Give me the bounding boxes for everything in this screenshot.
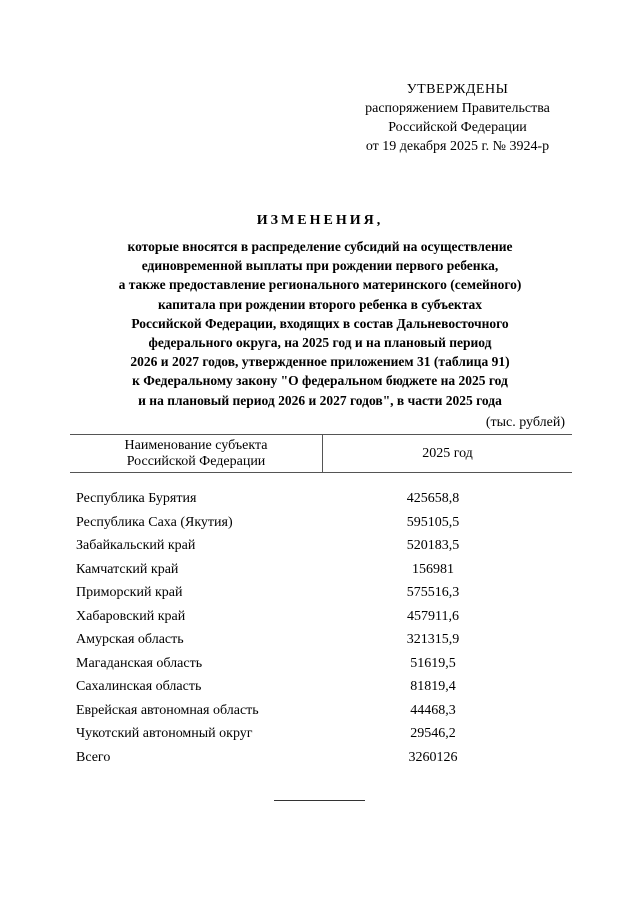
table-header: [70, 434, 572, 473]
row-subject: Магаданская область: [76, 655, 203, 671]
table-row-total: [76, 748, 576, 772]
subtitle-line: Российской Федерации, входящих в состав Дальневосточного: [131, 315, 509, 331]
row-value: 595105,5: [406, 514, 460, 530]
row-value: 425658,8: [406, 491, 460, 506]
approval-heading: УТВЕРЖДЕНЫ: [406, 82, 509, 97]
table-row: [76, 654, 576, 678]
row-subject: Амурская область: [76, 632, 184, 647]
subtitle-line: единовременной выплаты при рождении первого ребенка,: [141, 258, 499, 274]
subtitle-line: федерального округа, на 2025 год и на плановый период: [148, 335, 492, 351]
subtitle-line: а также предоставление регионального материнского (семейного): [118, 277, 522, 293]
units-label: (тыс. рублей): [485, 415, 565, 430]
row-subject: Республика Саха (Якутия): [76, 514, 233, 530]
column-header-year: 2025 год: [422, 446, 473, 461]
row-value: 51619,5: [410, 655, 456, 671]
table-row: [76, 560, 576, 584]
table-row: [76, 489, 576, 513]
table-row: [76, 513, 576, 537]
row-subject: Сахалинская область: [76, 679, 202, 694]
row-subject: Еврейская автономная область: [76, 702, 259, 718]
approval-date-line: от 19 декабря 2025 г. № 3924-р: [365, 139, 550, 154]
column-header-subject-line2: Российской Федерации: [126, 454, 266, 469]
subtitle-line: которые вносятся в распределение субсидий на осуществление: [127, 239, 513, 254]
table-row: [76, 724, 576, 748]
row-subject: Чукотский автономный округ: [76, 726, 253, 741]
row-value: 321315,9: [406, 632, 460, 647]
row-value: 81819,4: [410, 679, 456, 694]
table-row: [76, 583, 576, 607]
subtitle-line: 2026 и 2027 годов, утвержденное приложением 31 (таблица 91): [130, 354, 510, 370]
table-row: [76, 630, 576, 654]
end-divider: [274, 800, 365, 801]
approval-line: распоряжением Правительства: [365, 101, 550, 116]
row-value-total: 3260126: [408, 749, 458, 765]
column-header-subject: [70, 435, 323, 472]
row-subject-total: Всего: [76, 749, 111, 765]
row-subject: Забайкальский край: [76, 538, 196, 553]
table-row: [76, 607, 576, 631]
row-value: 520183,5: [406, 538, 460, 553]
document-subtitle: [60, 237, 580, 410]
row-value: 44468,3: [410, 702, 456, 718]
row-subject: Приморский край: [76, 585, 183, 600]
approval-block: [350, 80, 565, 156]
row-subject: Камчатский край: [76, 561, 179, 577]
subtitle-line: и на плановый период 2026 и 2027 годов", в части 2025 года: [138, 392, 502, 408]
row-value: 156981: [412, 561, 454, 577]
column-header-subject-line1: Наименование субъекта: [124, 438, 268, 453]
subtitle-line: к Федеральному закону "О федеральном бюджете на 2025 год: [132, 373, 508, 389]
subtitle-line: капитала при рождении второго ребенка в субъектах: [157, 296, 483, 312]
document-title: ИЗМЕНЕНИЯ,: [256, 213, 384, 228]
row-subject: Хабаровский край: [76, 608, 186, 624]
table-row: [76, 536, 576, 560]
approval-line: Российской Федерации: [388, 120, 527, 135]
table-row: [76, 677, 576, 701]
table-body: [76, 489, 576, 771]
row-value: 575516,3: [406, 585, 460, 600]
row-value: 29546,2: [410, 726, 456, 741]
row-value: 457911,6: [407, 608, 459, 624]
row-subject: Республика Бурятия: [76, 491, 197, 506]
table-row: [76, 701, 576, 725]
